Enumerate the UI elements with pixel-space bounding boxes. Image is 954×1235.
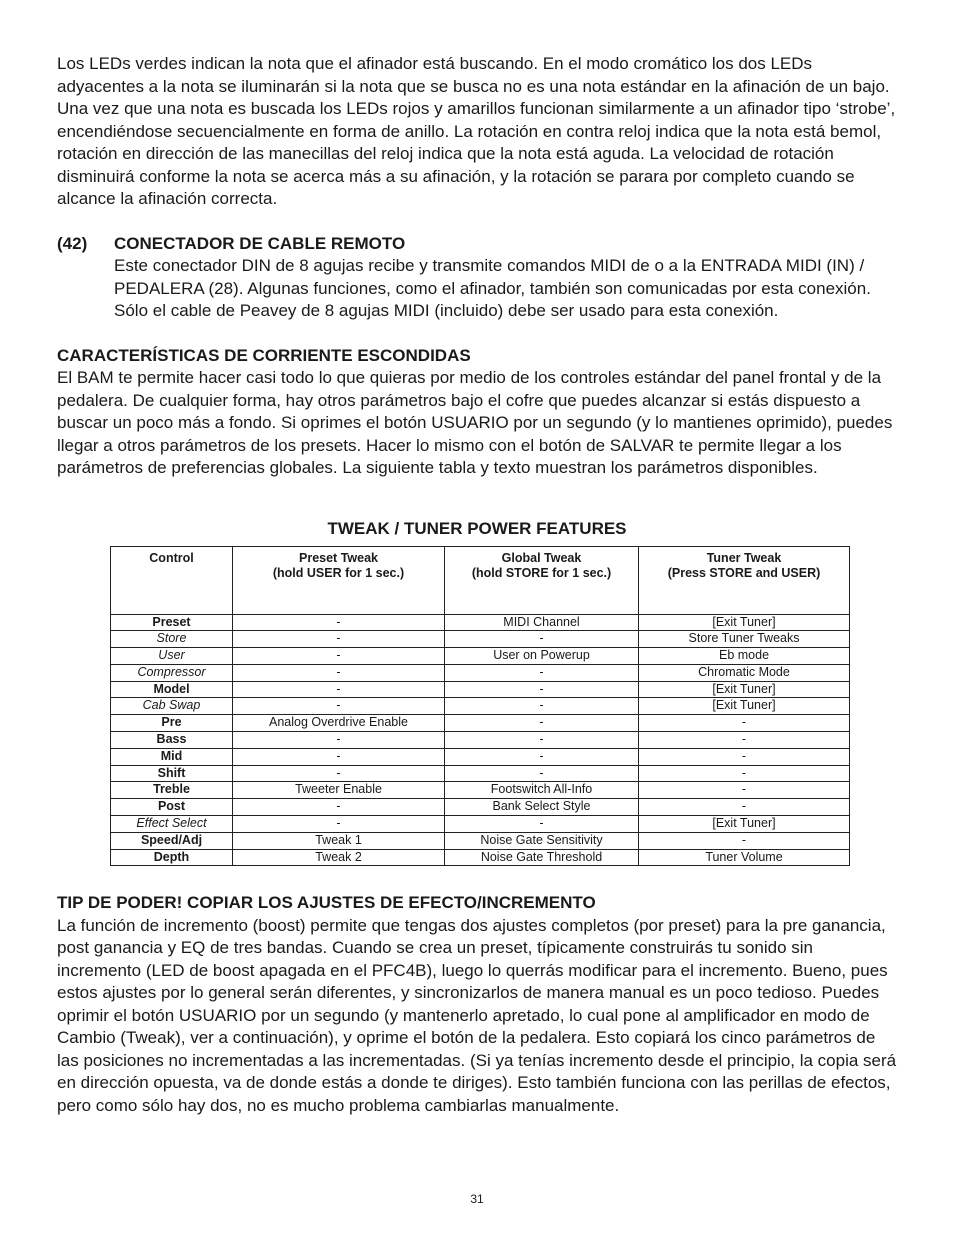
preset-tweak-cell: - <box>233 664 445 681</box>
table-title: TWEAK / TUNER POWER FEATURES <box>327 518 627 538</box>
tuner-tweak-cell: - <box>639 832 850 849</box>
preset-tweak-cell: Analog Overdrive Enable <box>233 715 445 732</box>
tuner-tweak-cell: - <box>639 748 850 765</box>
table-row <box>111 849 850 866</box>
table-row <box>111 832 850 849</box>
header-control: Control <box>111 546 233 614</box>
global-tweak-cell: - <box>445 715 639 732</box>
tuner-tweak-cell: [Exit Tuner] <box>639 681 850 698</box>
tuner-tweak-cell: Eb mode <box>639 648 850 665</box>
table-row <box>111 698 850 715</box>
control-cell: Model <box>111 681 233 698</box>
global-tweak-cell: - <box>445 765 639 782</box>
global-tweak-cell: Noise Gate Threshold <box>445 849 639 866</box>
preset-tweak-cell: - <box>233 732 445 749</box>
global-tweak-cell: Footswitch All-Info <box>445 782 639 799</box>
tweak-tuner-table <box>110 546 850 867</box>
preset-tweak-cell: - <box>233 698 445 715</box>
table-row <box>111 614 850 631</box>
header-global-tweak: Global Tweak (hold STORE for 1 sec.) <box>445 546 639 614</box>
item-42 <box>57 233 897 323</box>
global-tweak-cell: - <box>445 698 639 715</box>
hidden-features-section <box>57 345 897 480</box>
tuner-tweak-cell: [Exit Tuner] <box>639 698 850 715</box>
table-row <box>111 681 850 698</box>
tuner-tweak-cell: Tuner Volume <box>639 849 850 866</box>
tuner-tweak-cell: - <box>639 799 850 816</box>
preset-tweak-cell: - <box>233 765 445 782</box>
preset-tweak-cell: Tweeter Enable <box>233 782 445 799</box>
item-42-content <box>114 233 897 323</box>
table-row <box>111 799 850 816</box>
item-42-title: CONECTADOR DE CABLE REMOTO <box>114 233 406 253</box>
tip-section <box>57 892 897 1117</box>
table-row <box>111 715 850 732</box>
page-number: 31 <box>470 1192 484 1206</box>
tuner-tweak-cell: - <box>639 732 850 749</box>
tip-title: TIP DE PODER! COPIAR LOS AJUSTES DE EFECTO/INCREMENTO <box>57 893 596 913</box>
global-tweak-cell: - <box>445 732 639 749</box>
tuner-tweak-cell: [Exit Tuner] <box>639 816 850 833</box>
global-tweak-cell: MIDI Channel <box>445 614 639 631</box>
global-tweak-cell: User on Powerup <box>445 648 639 665</box>
global-tweak-cell: - <box>445 631 639 648</box>
preset-tweak-cell: - <box>233 748 445 765</box>
preset-tweak-cell: Tweak 2 <box>233 849 445 866</box>
tuner-tweak-cell: - <box>639 765 850 782</box>
tuner-tweak-cell: Chromatic Mode <box>639 664 850 681</box>
control-cell: Pre <box>111 715 233 732</box>
control-cell: Compressor <box>111 664 233 681</box>
header-tuner-tweak: Tuner Tweak (Press STORE and USER) <box>639 546 850 614</box>
header-preset-tweak: Preset Tweak (hold USER for 1 sec.) <box>233 546 445 614</box>
preset-tweak-cell: - <box>233 614 445 631</box>
table-header-row <box>111 546 850 614</box>
global-tweak-cell: - <box>445 681 639 698</box>
preset-tweak-cell: - <box>233 631 445 648</box>
table-row <box>111 748 850 765</box>
item-42-body: Este conectador DIN de 8 agujas recibe y transmite comandos MIDI de o a la ENTRADA MIDI (IN) / PEDALERA (28). Algunas funciones, como el afinador, también son comunicadas por esta conexión. Sólo el cable de Peavey de 8 agujas MIDI (incluido) debe ser usado para esta conexión. <box>114 256 871 320</box>
item-42-number: (42) <box>57 233 88 253</box>
global-tweak-cell: Noise Gate Sensitivity <box>445 832 639 849</box>
preset-tweak-cell: - <box>233 648 445 665</box>
control-cell: Shift <box>111 765 233 782</box>
tuner-tweak-cell: - <box>639 715 850 732</box>
control-cell: Preset <box>111 614 233 631</box>
global-tweak-cell: - <box>445 664 639 681</box>
preset-tweak-cell: - <box>233 816 445 833</box>
table-row <box>111 648 850 665</box>
tip-body: La función de incremento (boost) permite que tengas dos ajustes completos (por preset) para la pre ganancia, post ganancia y EQ de tres bandas. Cuando se crea un preset, típicamente construirás tu sonido sin incremento (LED de boost apagada en el PFC4B), luego lo querrás modificar para el incremento. Bueno, pues estos ajustes por lo general serán diferentes, y sincronizarlos de manera manual es un poco tedioso. Puedes oprimir el botón USUARIO por un segundo (y mantenerlo apretado, lo cual pone al amplificador en modo de Cambio (Tweak), ver a continuación), y oprime el botón de la pedalera. Esto copiará los cinco parámetros de las posiciones no incrementadas a las incrementadas. (Si ya tenías incremento desde el principio, la copia será en dirección opuesta, va de donde estás a donde te diriges). Esto también funciona con las perillas de efectos, pero como sólo hay dos, no es mucho problema cambiarlas manualmente. <box>57 915 897 1115</box>
table-row <box>111 816 850 833</box>
tuner-tweak-cell: Store Tuner Tweaks <box>639 631 850 648</box>
tuner-tweak-cell: - <box>639 782 850 799</box>
preset-tweak-cell: - <box>233 681 445 698</box>
hidden-features-body: El BAM te permite hacer casi todo lo que quieras por medio de los controles estándar del panel frontal y de la pedalera. De cualquier forma, hay otros parámetros bajo el cofre que puedes alcanzar si estás dispuesto a buscar un poco más a fondo. Si oprimes el botón USUARIO por un segundo (y lo mantienes oprimido), puedes llegar a otros parámetros de los presets. Hacer lo mismo con el botón de SALVAR te permite llegar a los parámetros de preferencias globales. La siguiente tabla y texto muestran los parámetros disponibles. <box>57 368 893 477</box>
control-cell: Post <box>111 799 233 816</box>
table-body <box>111 614 850 866</box>
global-tweak-cell: - <box>445 748 639 765</box>
control-cell: Depth <box>111 849 233 866</box>
preset-tweak-cell: - <box>233 799 445 816</box>
control-cell: Effect Select <box>111 816 233 833</box>
control-cell: Bass <box>111 732 233 749</box>
global-tweak-cell: Bank Select Style <box>445 799 639 816</box>
control-cell: Cab Swap <box>111 698 233 715</box>
control-cell: Store <box>111 631 233 648</box>
control-cell: User <box>111 648 233 665</box>
table-row <box>111 782 850 799</box>
table-row <box>111 631 850 648</box>
control-cell: Speed/Adj <box>111 832 233 849</box>
table-row <box>111 732 850 749</box>
table-row <box>111 664 850 681</box>
control-cell: Mid <box>111 748 233 765</box>
tuner-tweak-cell: [Exit Tuner] <box>639 614 850 631</box>
table-row <box>111 765 850 782</box>
preset-tweak-cell: Tweak 1 <box>233 832 445 849</box>
intro-paragraph: Los LEDs verdes indican la nota que el afinador está buscando. En el modo cromático los dos LEDs adyacentes a la nota se iluminarán si la nota que se busca no es una nota estándar en la afinación de un bajo. Una vez que una nota es buscada los LEDs rojos y amarillos funcionan similarmente a un afinador tipo ‘strobe’, encendiéndose secuencialmente en forma de anillo. La rotación en contra reloj indica que la nota está bemol, rotación en dirección de las manecillas del reloj indica que la nota está aguda. La velocidad de rotación disminuirá conforme la nota se acerca más a su afinación, y la rotación se parara por completo cuando se alcance la afinación correcta. <box>57 54 896 208</box>
manual-page <box>57 53 897 1117</box>
hidden-features-title: CARACTERÍSTICAS DE CORRIENTE ESCONDIDAS <box>57 345 471 365</box>
control-cell: Treble <box>111 782 233 799</box>
global-tweak-cell: - <box>445 816 639 833</box>
